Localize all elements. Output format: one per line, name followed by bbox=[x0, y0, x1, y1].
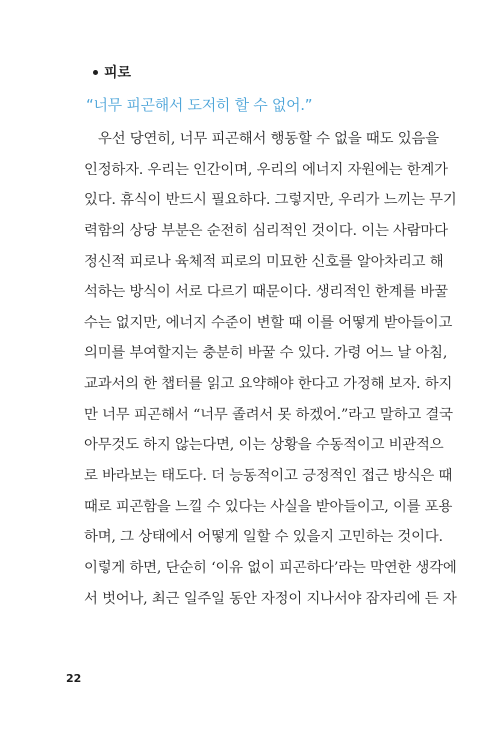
body-line: 있다. 휴식이 반드시 필요하다. 그렇지만, 우리가 느끼는 무기 bbox=[84, 192, 457, 209]
section-heading bbox=[93, 62, 131, 82]
body-line: 하며, 그 상태에서 어떻게 일할 수 있을지 고민하는 것이다. bbox=[84, 529, 443, 546]
body-line: 정신적 피로나 육체적 피로의 미묘한 신호를 알아차리고 해 bbox=[84, 253, 444, 270]
section-title: 피로 bbox=[104, 65, 132, 81]
body-line: 이렇게 하면, 단순히 ‘이유 없이 피곤하다’라는 막연한 생각에 bbox=[84, 559, 457, 576]
body-line: 의미를 부여할지는 충분히 바꿀 수 있다. 가령 어느 날 아침, bbox=[84, 345, 448, 362]
body-line: 교과서의 한 챕터를 읽고 요약해야 한다고 가정해 보자. 하지 bbox=[84, 376, 453, 393]
body-line: 만 너무 피곤해서 “너무 졸려서 못 하겠어.”라고 말하고 결국 bbox=[84, 406, 453, 423]
body-line: 석하는 방식이 서로 다르기 때문이다. 생리적인 한계를 바꿀 bbox=[84, 284, 448, 301]
body-line: 우선 당연히, 너무 피곤해서 행동할 수 없을 때도 있음을 bbox=[98, 131, 439, 147]
body-line: 서 벗어나, 최근 일주일 동안 자정이 지나서야 잠자리에 든 자 bbox=[84, 590, 457, 607]
bullet-icon bbox=[93, 70, 98, 75]
body-line: 아무것도 하지 않는다면, 이는 상황을 수동적이고 비관적으 bbox=[84, 437, 444, 454]
page-number: 22 bbox=[66, 672, 82, 685]
body-line: 인정하자. 우리는 인간이며, 우리의 에너지 자원에는 한계가 bbox=[84, 161, 448, 178]
pull-quote: “너무 피곤해서 도저히 할 수 없어.” bbox=[86, 96, 313, 114]
body-line: 때로 피곤함을 느낄 수 있다는 사실을 받아들이고, 이를 포용 bbox=[84, 498, 453, 515]
body-line: 수는 없지만, 에너지 수준이 변할 때 이를 어떻게 받아들이고 bbox=[84, 314, 453, 331]
body-line: 력함의 상당 부분은 순전히 심리적인 것이다. 이는 사람마다 bbox=[84, 222, 448, 239]
body-line: 로 바라보는 태도다. 더 능동적이고 긍정적인 접근 방식은 때 bbox=[84, 468, 453, 485]
body-paragraph bbox=[84, 124, 457, 614]
